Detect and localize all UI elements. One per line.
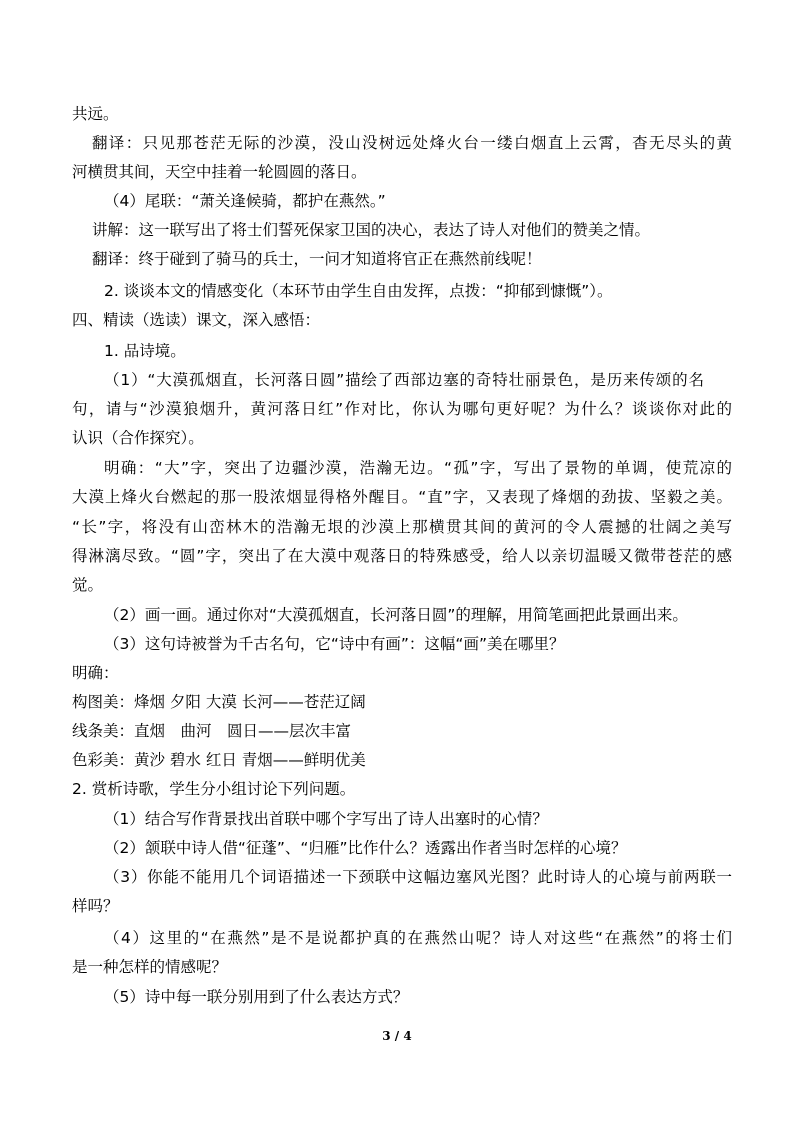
text-line: 色彩美：黄沙 碧水 红日 青烟——鲜明优美 <box>72 751 366 769</box>
text-line: （5）诗中每一联分别用到了什么表达方式？ <box>104 988 409 1006</box>
text-line: （4）这里的“在燕然”是不是说都护真的在燕然山呢？诗人对这些“在燕然”的将士们 <box>104 929 732 947</box>
text-line: 线条美：直烟 曲河 圆日——层次丰富 <box>72 722 352 740</box>
text-line: “长”字，将没有山峦林木的浩瀚无垠的沙漠上那横贯其间的黄河的令人震撼的壮阔之美写 <box>72 518 732 536</box>
text-line: 翻译：只见那苍茫无际的沙漠，没山没树远处烽火台一缕白烟直上云霄，杳无尽头的黄 <box>92 134 732 152</box>
text-line: 河横贯其间，天空中挂着一轮圆圆的落日。 <box>72 163 367 181</box>
text-line: 大漠上烽火台燃起的那一股浓烟显得格外醒目。“直”字，又表现了烽烟的劲拔、坚毅之美。 <box>72 488 732 506</box>
text-line: 句，请与“沙漠狼烟升，黄河落日红”作对比，你认为哪句更好呢？为什么？谈谈你对此的 <box>72 400 732 418</box>
text-line: （2）画一画。通过你对“大漠孤烟直，长河落日圆”的理解，用简笔画把此景画出来。 <box>104 606 688 624</box>
text-line: （3）这句诗被誉为千古名句，它“诗中有画”：这幅“画”美在哪里？ <box>104 635 565 653</box>
text-line: 2. 谈谈本文的情感变化（本环节由学生自由发挥，点拨：“抑郁到慷慨”）。 <box>104 282 613 300</box>
text-line: 1. 品诗境。 <box>104 342 186 360</box>
text-line: （2）颔联中诗人借“征蓬”、“归雁”比作什么？透露出作者当时怎样的心境？ <box>104 839 627 857</box>
page-number: 3 / 4 <box>382 1029 412 1043</box>
section-heading: 四、精读（选读）课文，深入感悟： <box>72 311 321 329</box>
text-line: 明确：“大”字，突出了边疆沙漠，浩瀚无边。“孤”字，写出了景物的单调，使荒凉的 <box>104 459 732 477</box>
text-line: 样吗？ <box>72 897 119 915</box>
text-line: （1）结合写作背景找出首联中哪个字写出了诗人出塞时的心情？ <box>104 810 548 828</box>
text-line: （1）“大漠孤烟直，长河落日圆”描绘了西部边塞的奇特壮丽景色，是历来传颂的名 <box>104 371 704 389</box>
text-line: 翻译：终于碰到了骑马的兵士，一问才知道将官正在燕然前线呢！ <box>92 250 542 268</box>
text-line: 得淋漓尽致。“圆”字，突出了在大漠中观落日的特殊感受，给人以亲切温暖又微带苍茫的感 <box>72 547 732 565</box>
text-line: 明确： <box>72 664 119 682</box>
text-line: （3）你能不能用几个词语描述一下颈联中这幅边塞风光图？此时诗人的心境与前两联一 <box>104 868 732 886</box>
text-line: 认识（合作探究）。 <box>72 429 204 447</box>
text-line: 2. 赏析诗歌，学生分小组讨论下列问题。 <box>72 780 356 798</box>
text-line: 觉。 <box>72 576 104 594</box>
text-line: （4）尾联：“萧关逢候骑，都护在燕然。” <box>104 192 386 210</box>
text-line: 讲解：这一联写出了将士们誓死保家卫国的决心，表达了诗人对他们的赞美之情。 <box>92 221 651 239</box>
text-line: 构图美：烽烟 夕阳 大漠 长河——苍茫辽阔 <box>72 693 366 711</box>
text-line: 是一种怎样的情感呢？ <box>72 958 228 976</box>
text-line: 共远。 <box>72 105 119 123</box>
